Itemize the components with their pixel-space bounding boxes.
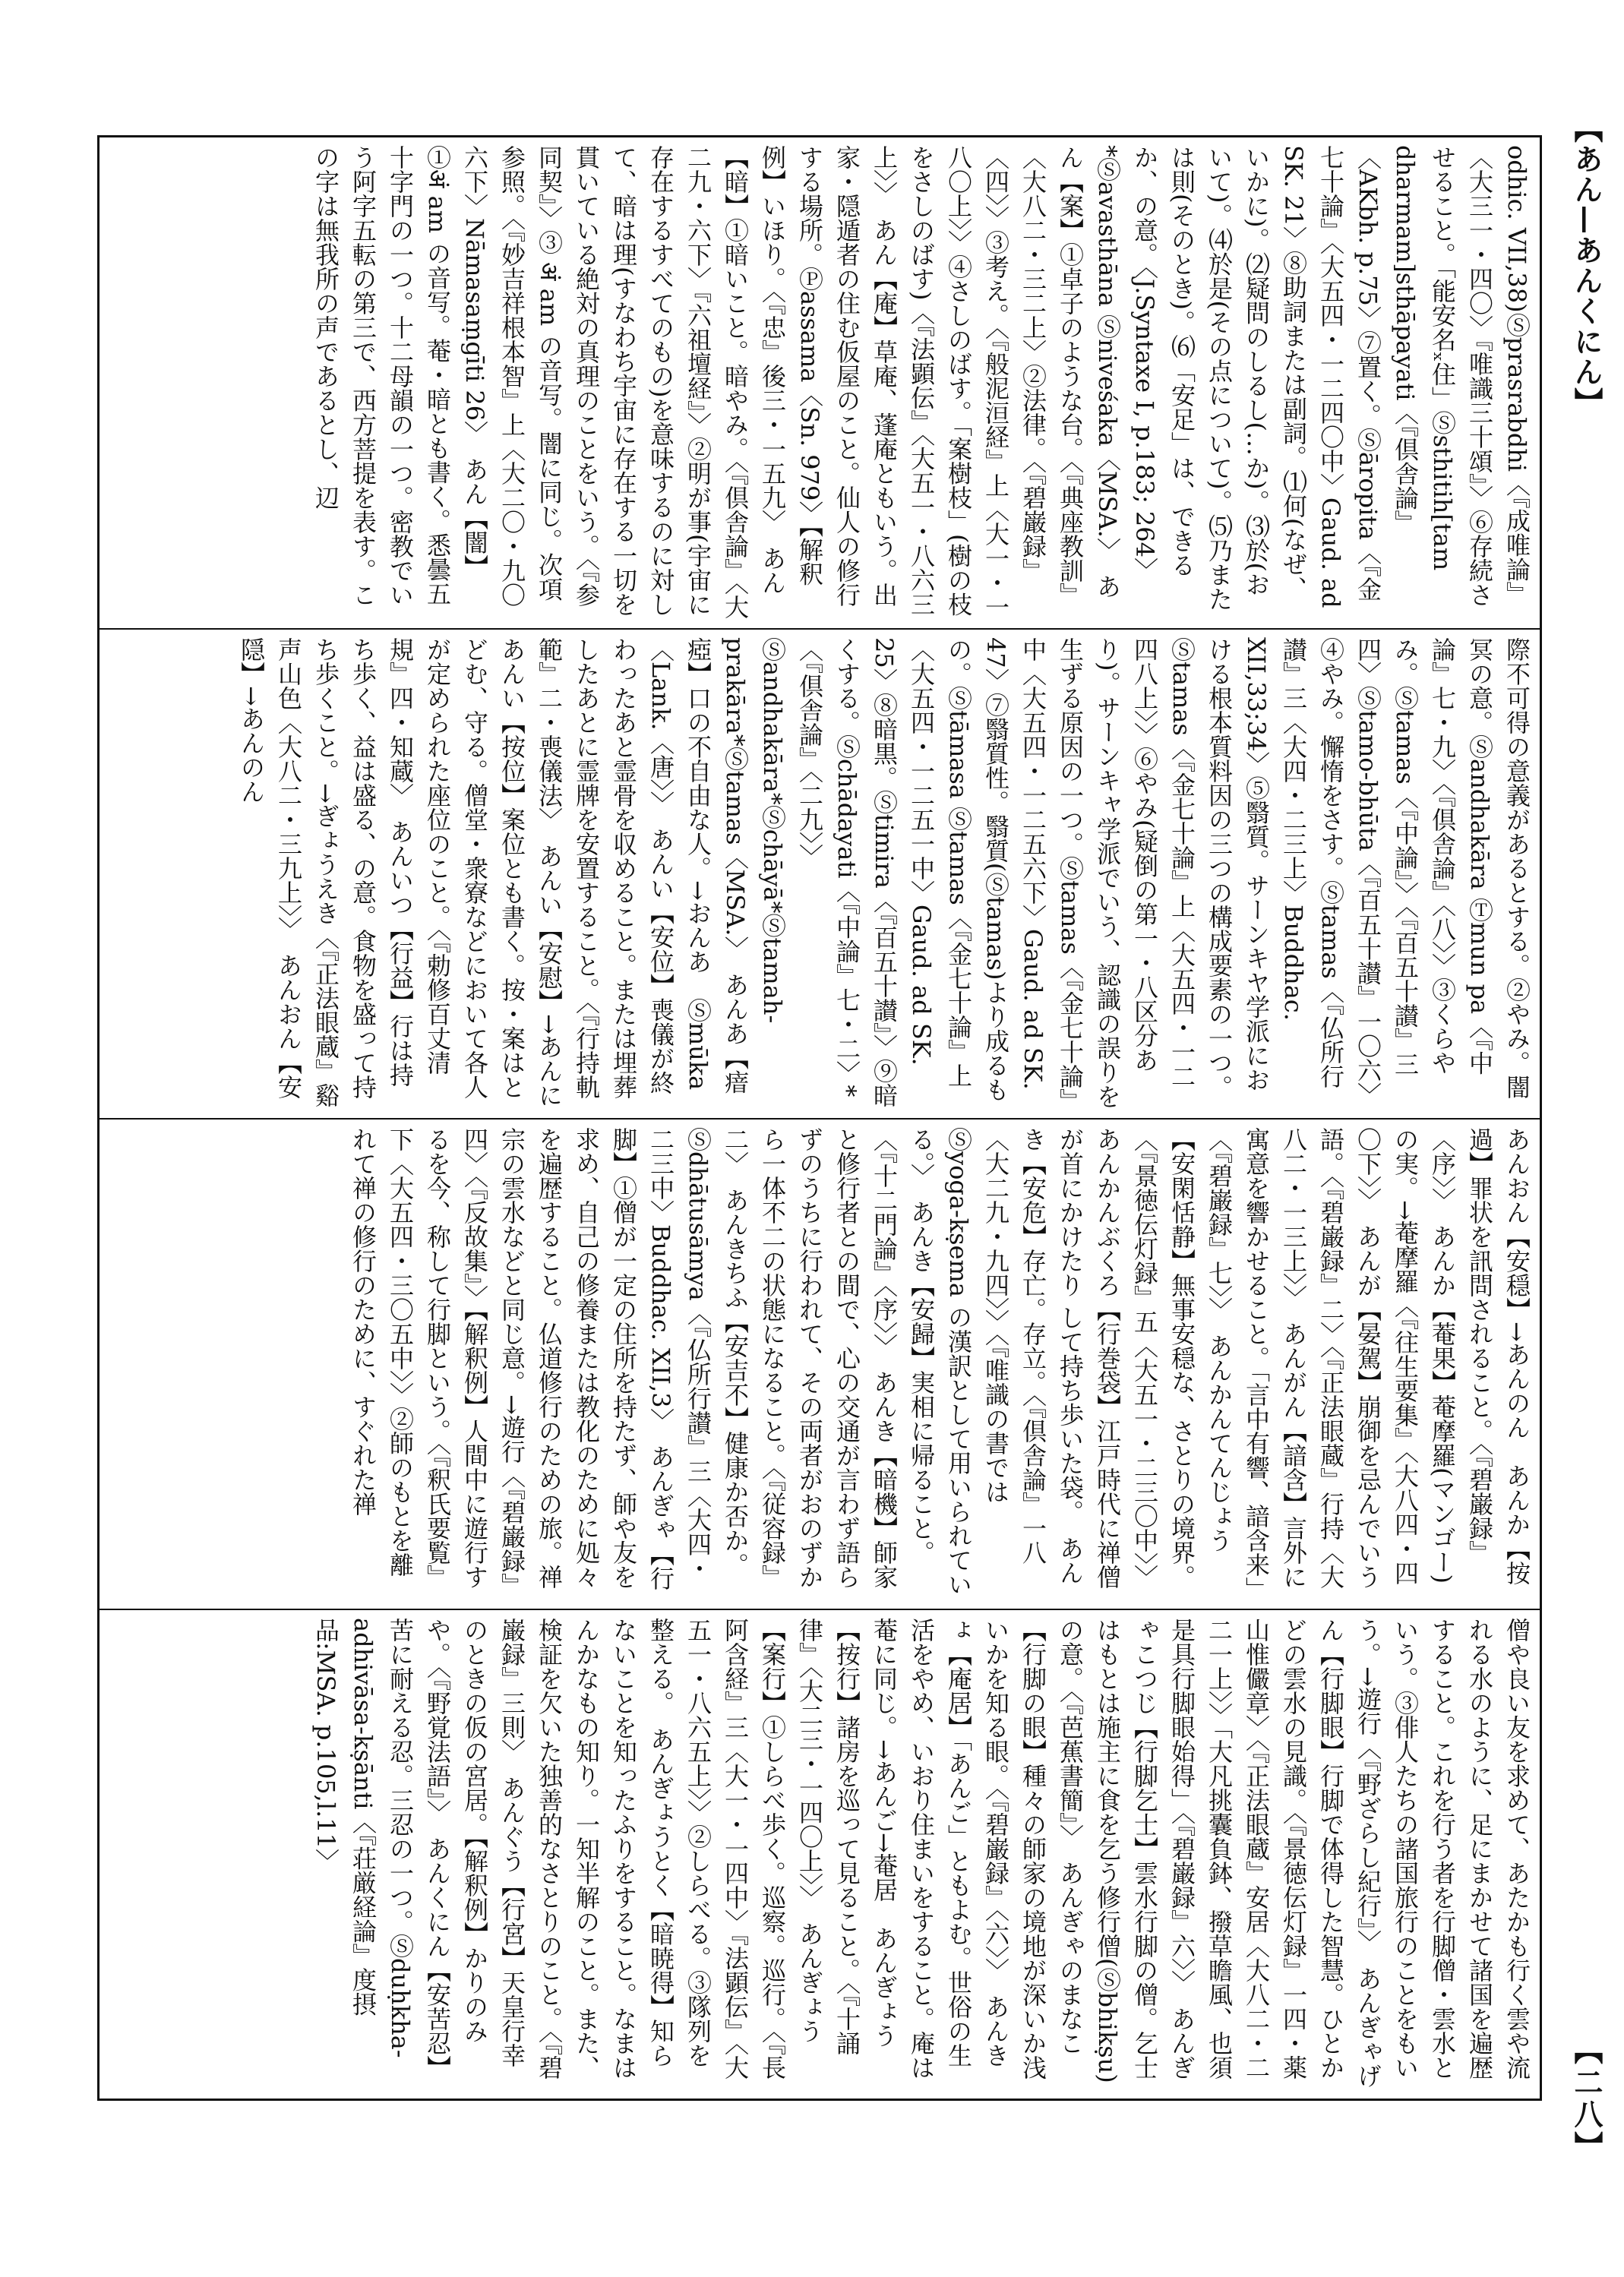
page-number: 【二八】	[1569, 2035, 1603, 2163]
text-band-4	[100, 1609, 1540, 2099]
page-frame	[97, 135, 1542, 2101]
running-head: 【あん—あんくにん】	[1569, 114, 1603, 418]
text-band-1	[100, 137, 1540, 628]
dictionary-text-band-4: 僧や良い友を求めて、あたかも行く雲や流れる水のように、足にまかせて諸国を遍歴すること。これを行う者を行脚僧・雲水という。③俳人たちの諸国旅行のことをもいう。→遊行〈『野ざらし紀行』〉 あんぎゃげん【行脚眼】行脚で体得した智慧。ひとかどの雲水の見識。〈『景徳伝灯録』一四・薬山惟儼章〉〈『正法眼蔵』安居〈大八二・二二一上〉〉「大凡挑囊負鉢、撥草瞻風、也須是具行脚眼始得」〈『碧巌録』六〉〉 あんぎゃこつじ【行脚乞士】雲水行脚の僧。乞士はもとは施主に食を乞う修行僧(Ⓢbhikṣu)の意。〈『芭蕉書簡』〉 あんぎゃのまなこ【行脚の眼】種々の師家の境地が深いか浅いかを知る眼。〈『碧巌録』〈六〉〉 あんきょ【庵居】「あんご」ともよむ。世俗の生活をやめ、いおり住まいをすること。庵は菴に同じ。→あんご→菴居 あんぎょう【按行】諸房を巡って見ること。〈『十誦律』〈大二三・一四〇上〉〉 あんぎょう【案行】①しらべ歩く。巡察。巡行。〈『長阿含経』三〈大一・一四中〉『法顕伝』〈大五一・八六五上〉〉②しらべる。③隊列を整える。 あんぎょうとく【暗暁得】知らないことを知ったふりをすること。なまはんかなもの知り。一知半解のこと。また、検証を欠いた独善的なさとりのこと。〈『碧巌録』三則〉 あんぐう【行宮】天皇行幸のときの仮の宮居。【解釈例】かりのみや。〈『野覚法語』〉 あんくにん【安苦忍】苦に耐える忍。三忍の一つ。Ⓢduḥkha-adhivāsa-kṣānti〈『荘厳経論』度摂品:MSA. p.105,l.11〉	[311, 1617, 1531, 2088]
text-band-2	[100, 628, 1540, 1132]
dictionary-text-band-2: 際不可得の意義があるとする。②やみ。闇冥の意。Ⓢandhakāra Ⓣmun pa〈『中論』七・九〉〈『倶舎論』〈八〉〉③くらやみ。Ⓢtamas〈『中論』〉〈『百五十讃』三四〉Ⓢtamo-bhūta〈『百五十讃』一〇六〉④やみ。懈惰をさす。Ⓢtamas〈『仏所行讃』三〈大四・二三上〉Buddhac. XII,33;34〉⑤翳質。サーンキヤ学派における根本質料因の三つの構成要素の一つ。Ⓢtamas〈『金七十論』上〈大五四・一二四八上〉〉⑥やみ(疑倒の第一・八区分あり)。サーンキャ学派でいう、認識の誤りを生ずる原因の一つ。Ⓢtamas〈『金七十論』中〈大五四・一二五六下〉Gaud. ad SK. 47〉⑦翳質性。翳質(Ⓢtamas)より成るもの。Ⓢtāmasa Ⓢtamas〈『金七十論』上〈大五四・一二五一中〉Gaud. ad SK. 25〉⑧暗黒。Ⓢtimira〈『百五十讃』〉⑨暗くする。Ⓢchādayati〈『中論』七・二〉*〈『倶舎論』〈二九〉〉Ⓢandhakāra*Ⓢchāyā*Ⓢtamah-prakāra*Ⓢtamas〈MSA.〉 あんあ【瘖瘂】口の不自由な人。→おんあ Ⓢmūka〈Lank.〈唐〉〉 あんい【安位】喪儀が終わったあと霊骨を収めること。または埋葬したあとに霊牌を安置すること。〈『行持軌範』二・喪儀法〉 あんい【安慰】→あんに あんい【按位】案位とも書く。按・案はとどむ、守る。僧堂・衆寮などにおいて各人が定められた座位のこと。〈『勅修百丈清規』四・知蔵〉 あんいつ【行益】行は持ち歩く、益は盛る、の意。食物を盛って持ち歩くこと。→ぎょうえき〈『正法眼蔵』谿声山色〈大八二・三九上〉〉 あんおん【安隠】→あんのん	[237, 636, 1531, 1132]
text-band-3	[100, 1118, 1540, 1609]
dictionary-text-band-1: odhic. VII,38)Ⓢprasrabdhi〈『成唯論』〈大三一・四〇〉『唯識三十頌』〉⑥存続させること。「能安名ₓ住」Ⓢsthitih[tam dharmam]sthāpayati〈『倶舎論』〈AKbh. p.75〉⑦置く。Ⓢāropita〈『金七十論』〈大五四・一二四〇中〉Gaud. ad SK. 21〉⑧助詞または副詞。⑴何(なぜ、いかに)。⑵疑問のしるし(…か)。⑶於(おいて)。⑷於是(その点について)。⑸乃または則(そのとき)。⑹「安足」は、できるか、の意。〈J.Syntaxe I, p.183; 264〉*Ⓢavasthāna Ⓢniveśaka〈MSA.〉 あん【案】①卓子のような台。〈『典座教訓』〈大八二・三二上〉②法律。〈『碧巌録』〈四〉〉③考え。〈『般泥洹経』上〈大一・一八〇上〉〉④さしのばす。「案樹枝」(樹の枝をさしのばす)〈『法顕伝』〈大五一・八六三上〉〉 あん【庵】草庵、蓬庵ともいう。出家・隠遁者の住む仮屋のこと。仙人の修行する場所。Ⓟassama〈Sn. 979〉【解釈例】いほり。〈『忠』後三・一五九〉 あん【暗】①暗いこと。暗やみ。〈『倶舎論』〈大二九・六下〉『六祖壇経』〉②明が事(宇宙に存在するすべてのもの)を意味するのに対して、暗は理(すなわち宇宙に存在する一切を貫いている絶対の真理のことをいう。〈『参同契』〉③ अं am の音写。闇に同じ。次項参照。〈『妙吉祥根本智』上〈大二〇・九〇六下〉Nāmasaṃgīti 26〉 あん【闇】①अं am の音写。菴・暗とも書く。悉曇五十字門の一つ。十二母韻の一つ。密教でいう阿字五転の第三で、西方菩提を表す。この字は無我所の声であるとし、辺	[311, 145, 1531, 619]
dictionary-text-band-3: あんおん【安穏】→あんのん あんか【按過】罪状を訊問されること。〈『碧巌録』〈序〉〉 あんか【菴果】菴摩羅(マンゴー)の実。→菴摩羅〈『往生要集』〈大八四・四〇下〉〉 あんが【晏駕】崩御を忌んでいう語。〈『碧巌録』二〉〈『正法眼蔵』行持〈大八二・一三上〉〉 あんがん【諳含】言外に寓意を響かせること。「言中有響、諳含来」〈『碧巌録』七〉〉 あんかんてんじょう【安閑恬静】無事安穏な、さとりの境界。〈『景徳伝灯録』五〈大五一・二三〇中〉〉 あんかんぶくろ【行巻袋】江戸時代に禅僧が首にかけたり して持ち歩いた袋。 あんき【安危】存亡。存立。〈『倶舎論』一八〈大二九・九四〉〉〈『唯識の書では Ⓢyoga-kṣema の漢訳として用いられている。〉 あんき【安歸】実相に帰ること。〈『十二門論』〈序〉〉 あんき【暗機】師家と修行者との間で、心の交通が言わず語らずのうちに行われて、その両者がおのずから一体不二の状態になること。〈『従容録』二〉 あんきちふ【安吉不】健康か否か。Ⓢdhātusāmya〈『仏所行讃』三〈大四・二三中〉Buddhac. XII,3〉 あんぎゃ【行脚】①僧が一定の住所を持たず、師や友を求め、自己の修養または教化のために処々を遍歴すること。仏道修行のための旅。禅宗の雲水などと同じ意。→遊行〈『碧巌録』四〉〈『反故集』〉【解釈例】人間中に遊行するを今、称して行脚という。〈『釈氏要覧』下〈大五四・三〇五中〉〉②師のもとを離れて禅の修行のために、すぐれた禅	[349, 1127, 1531, 1601]
